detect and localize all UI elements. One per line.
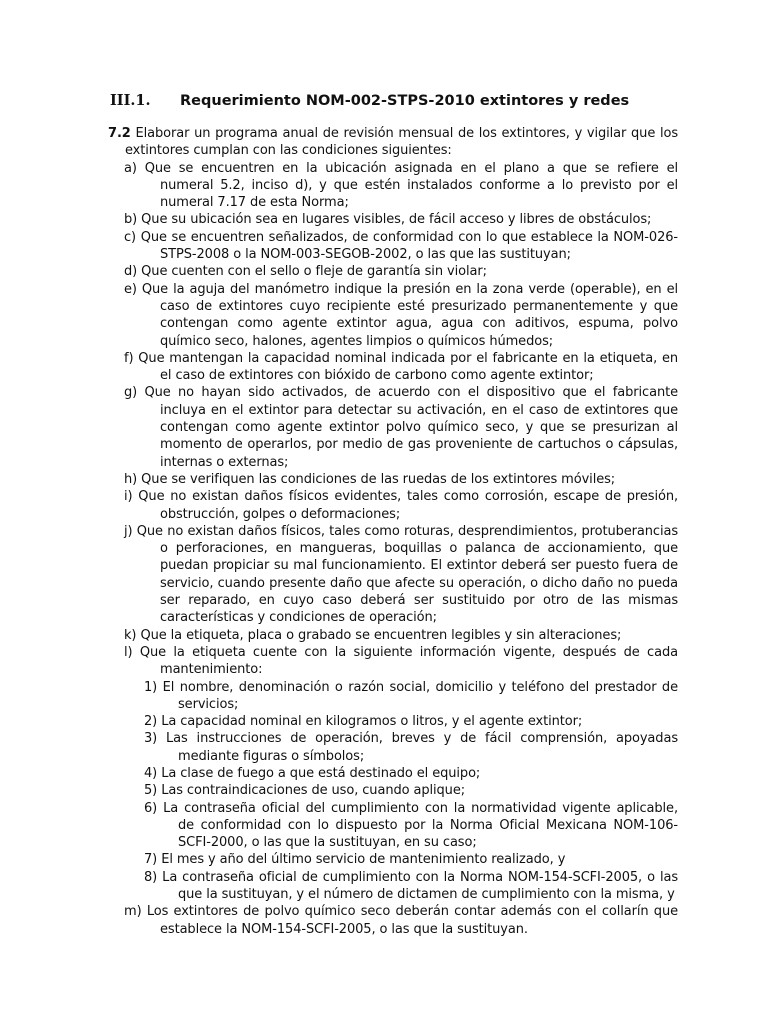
list-item (108, 263, 678, 280)
list-item (108, 488, 678, 523)
sub-list-item-label: 7) (144, 852, 158, 868)
list-item-text: Que la aguja del manómetro indique la presión en la zona verde (operable), en el caso de extintores cuyo recipiente esté presurizado permanentemente y que contengan como agente extintor agua, agua con aditivos, espuma, polvo químico seco, halones, agentes limpios o químicos húmedos; (141, 281, 678, 349)
sub-list-item (108, 782, 678, 799)
list-item-label: g) (124, 385, 138, 401)
sub-list-item-label: 2) (144, 714, 158, 730)
sub-list-item-label: 6) (144, 800, 158, 816)
list-item (108, 384, 678, 470)
list-item-text: Que no existan daños físicos evidentes, tales como corrosión, escape de presión, obstrucción, golpes o deformaciones; (138, 489, 678, 522)
list-item (108, 350, 678, 385)
section-heading (110, 92, 629, 109)
list-item-m-label: m) (124, 904, 142, 920)
document-body (108, 125, 678, 938)
list-item-text: Que cuenten con el sello o fleje de garantía sin violar; (141, 264, 487, 280)
sub-list-item-text: La contraseña oficial de cumplimiento con la Norma NOM-154-SCFI-2005, o las que la sustituyan, y el número de dictamen de cumplimiento con la misma, y (162, 869, 678, 903)
list-item-label: h) (124, 471, 138, 487)
heading-title: Requerimiento NOM-002-STPS-2010 extintores y redes (180, 93, 630, 109)
requirements-list (108, 160, 678, 679)
list-item-label: f) (124, 350, 134, 366)
list-item (108, 627, 678, 644)
list-item (108, 644, 678, 679)
sub-list-item (108, 851, 678, 868)
list-item (108, 471, 678, 488)
list-item-m-text: Los extintores de polvo químico seco deberán contar además con el collarín que establece la NOM-154-SCFI-2005, o las que la sustituyan. (146, 904, 678, 937)
list-item (108, 160, 678, 212)
list-item (108, 211, 678, 228)
sub-list-item-text: El mes y año del último servicio de mantenimiento realizado, y (161, 852, 566, 868)
requirements-list-end (108, 903, 678, 938)
sub-list-item-text: El nombre, denominación o razón social, domicilio y teléfono del prestador de servicios; (162, 679, 678, 712)
sub-list-item (108, 730, 678, 765)
sub-list-item (108, 869, 678, 904)
list-item-label: b) (124, 212, 138, 228)
sub-list-item-label: 8) (144, 869, 158, 885)
list-item-text: Que no existan daños físicos, tales como roturas, desprendimientos, protuberancias o perforaciones, en mangueras, boquillas o palanca de accionamiento, que puedan propiciar su mal funcionamiento. El extintor deberá ser puesto fuera de servicio, cuando presente daño que afecte su operación, o dicho daño no pueda ser reparado, en cuyo caso deberá ser sustituido por otro de las mismas características y condiciones de operación; (136, 523, 678, 626)
list-item-label: k) (124, 627, 137, 643)
list-item (108, 523, 678, 627)
sub-list-item-text: Las instrucciones de operación, breves y de fácil comprensión, apoyadas mediante figuras o símbolos; (166, 731, 678, 764)
list-item-label: i) (124, 489, 133, 505)
list-item-text: Que su ubicación sea en lugares visibles, de fácil acceso y libres de obstáculos; (141, 212, 652, 228)
sub-list-item (108, 765, 678, 782)
section-number: 7.2 (108, 126, 131, 141)
list-item (108, 281, 678, 350)
sub-list-item-text: La contraseña oficial del cumplimiento con la normatividad vigente aplicable, de conformidad con lo dispuesto por la Norma Oficial Mexicana NOM-106-SCFI-2000, o las que la sustituyan, en su caso; (163, 800, 678, 851)
list-item (108, 229, 678, 264)
list-item-text: Que no hayan sido activados, de acuerdo con el dispositivo que el fabricante incluya en el extintor para detectar su activación, en el caso de extintores que contengan como agente extintor polvo químico seco, y que se presurizan al momento de operarlos, por medio de gas proveniente de cartuchos o cápsulas, internas o externas; (144, 385, 678, 470)
sub-list-item (108, 679, 678, 714)
list-item-text: Que se encuentren en la ubicación asignada en el plano a que se refiere el numeral 5.2, inciso d), y que estén instalados conforme a lo previsto por el numeral 7.17 de esta Norma; (144, 160, 678, 211)
sub-list-item (108, 800, 678, 852)
list-item-text: Que se encuentren señalizados, de conformidad con lo que establece la NOM-026-STPS-2008 o la NOM-003-SEGOB-2002, o las que las sustituyan; (140, 229, 678, 263)
list-item-text: Que la etiqueta cuente con la siguiente información vigente, después de cada mantenimiento: (139, 644, 678, 678)
list-item-text: Que se verifiquen las condiciones de las ruedas de los extintores móviles; (141, 471, 616, 487)
list-item-label: j) (124, 523, 133, 539)
list-item-label: a) (124, 160, 137, 176)
list-item-label: l) (124, 644, 133, 660)
list-item-label: e) (124, 281, 137, 297)
section-intro (108, 125, 678, 160)
sub-list-item-text: La clase de fuego a que está destinado el equipo; (161, 765, 481, 781)
sub-list-item-label: 5) (144, 783, 158, 799)
list-item-text: Que la etiqueta, placa o grabado se encuentren legibles y sin alteraciones; (140, 627, 622, 643)
sub-list-item (108, 713, 678, 730)
sub-list-item-label: 1) (144, 679, 158, 695)
sub-list-item-label: 3) (144, 731, 158, 747)
list-item-m (108, 903, 678, 938)
label-info-list (108, 679, 678, 904)
sub-list-item-label: 4) (144, 765, 158, 781)
list-item-text: Que mantengan la capacidad nominal indicada por el fabricante en la etiqueta, en el caso de extintores con bióxido de carbono como agente extintor; (138, 350, 678, 384)
sub-list-item-text: Las contraindicaciones de uso, cuando aplique; (161, 783, 466, 799)
list-item-label: c) (124, 229, 137, 245)
section-intro-text: Elaborar un programa anual de revisión mensual de los extintores, y vigilar que los extintores cumplan con las condiciones siguientes: (125, 126, 678, 159)
list-item-label: d) (124, 264, 138, 280)
heading-number: III.1. (110, 92, 151, 109)
sub-list-item-text: La capacidad nominal en kilogramos o litros, y el agente extintor; (161, 714, 583, 730)
